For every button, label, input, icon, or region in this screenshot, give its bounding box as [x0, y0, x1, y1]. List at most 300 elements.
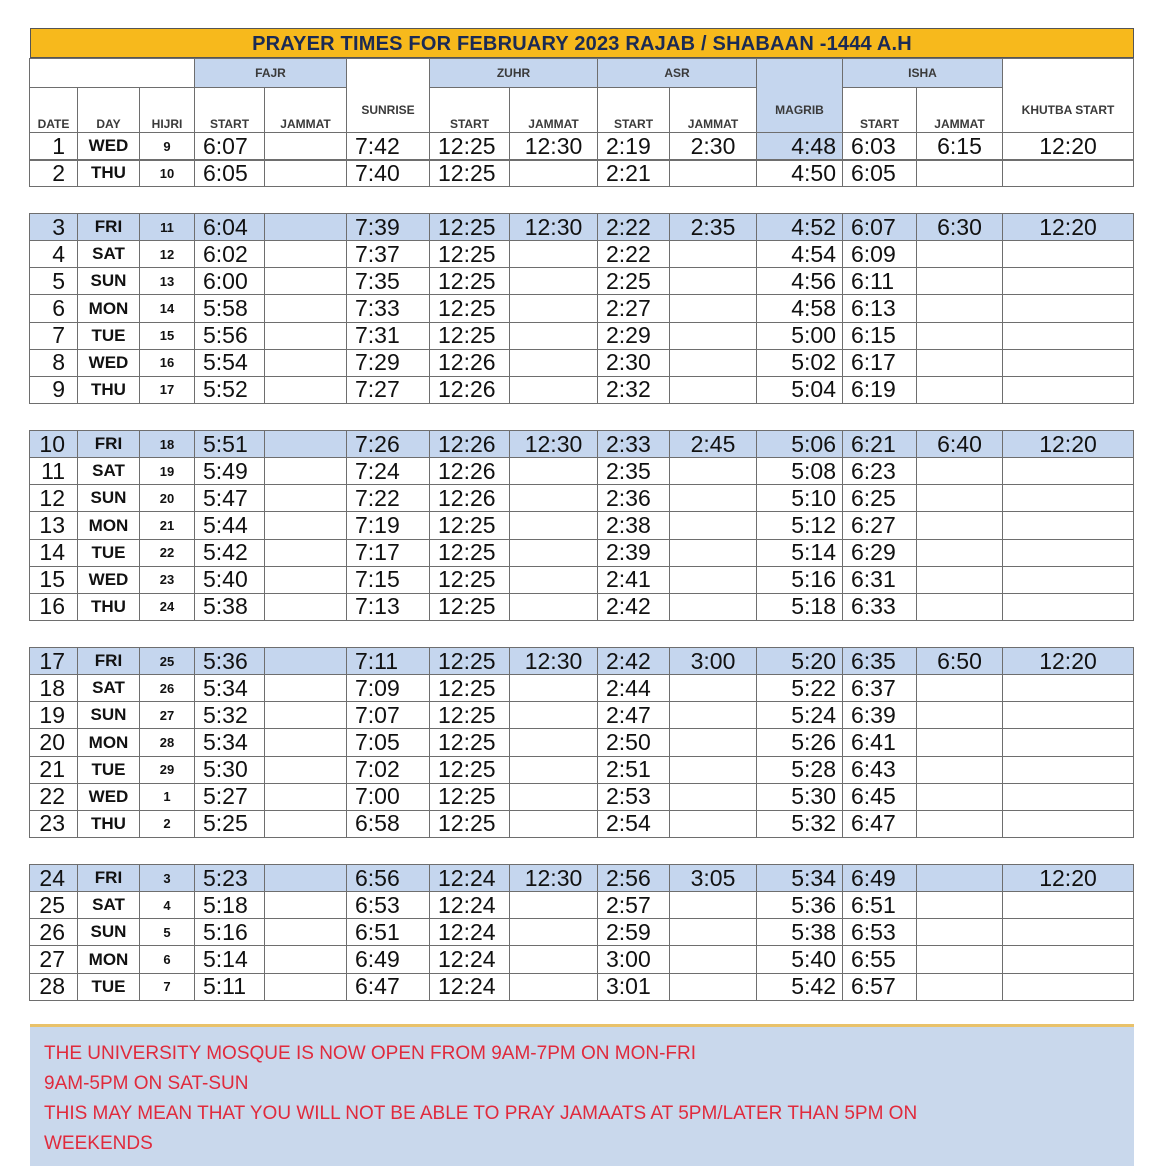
- cell-zuhr_jammat: [509, 457, 598, 485]
- cell-date: 27: [29, 945, 78, 973]
- cell-asr_jammat: 2:35: [669, 213, 757, 241]
- cell-khutba: [1002, 484, 1134, 512]
- cell-date: 17: [29, 647, 78, 675]
- cell-zuhr_start: 12:26: [429, 349, 510, 377]
- cell-isha_jammat: [916, 240, 1003, 268]
- cell-khutba: [1002, 674, 1134, 702]
- cell-zuhr_jammat: [509, 294, 598, 322]
- cell-date: 25: [29, 891, 78, 919]
- cell-isha_jammat: [916, 973, 1003, 1001]
- cell-day: THU: [77, 159, 140, 187]
- cell-fajr_start: 5:27: [194, 783, 265, 811]
- cell-isha_jammat: [916, 728, 1003, 756]
- cell-asr_start: 2:32: [597, 376, 670, 404]
- cell-asr_start: 3:00: [597, 945, 670, 973]
- cell-hijri: 13: [139, 267, 195, 295]
- cell-date: 20: [29, 728, 78, 756]
- asr-header: ASR: [597, 58, 757, 88]
- cell-day: SAT: [77, 240, 140, 268]
- cell-date: 7: [29, 322, 78, 350]
- cell-asr_jammat: [669, 349, 757, 377]
- cell-zuhr_jammat: [509, 945, 598, 973]
- cell-fajr_jammat: [264, 349, 347, 377]
- cell-zuhr_jammat: [509, 539, 598, 567]
- cell-zuhr_start: 12:24: [429, 918, 510, 946]
- cell-magrib: 5:02: [756, 349, 843, 377]
- cell-zuhr_start: 12:25: [429, 674, 510, 702]
- cell-khutba: [1002, 783, 1134, 811]
- cell-sunrise: 6:49: [346, 945, 430, 973]
- cell-magrib: 5:38: [756, 918, 843, 946]
- cell-hijri: 18: [139, 430, 195, 458]
- cell-fajr_start: 5:49: [194, 457, 265, 485]
- cell-fajr_jammat: [264, 756, 347, 784]
- cell-isha_start: 6:41: [842, 728, 917, 756]
- magrib-header: MAGRIB: [756, 58, 843, 161]
- cell-isha_start: 6:19: [842, 376, 917, 404]
- cell-isha_start: 6:53: [842, 918, 917, 946]
- cell-fajr_start: 5:47: [194, 484, 265, 512]
- cell-fajr_jammat: [264, 294, 347, 322]
- jammat-header: JAMMAT: [509, 87, 598, 161]
- cell-zuhr_jammat: [509, 267, 598, 295]
- cell-sunrise: 6:47: [346, 973, 430, 1001]
- cell-asr_start: 2:44: [597, 674, 670, 702]
- cell-fajr_jammat: [264, 511, 347, 539]
- cell-asr_start: 2:51: [597, 756, 670, 784]
- zuhr-header: ZUHR: [429, 58, 598, 88]
- cell-fajr_jammat: [264, 918, 347, 946]
- cell-khutba: [1002, 267, 1134, 295]
- cell-asr_jammat: [669, 322, 757, 350]
- cell-zuhr_start: 12:24: [429, 891, 510, 919]
- cell-asr_jammat: [669, 593, 757, 621]
- cell-magrib: 5:10: [756, 484, 843, 512]
- cell-day: WED: [77, 349, 140, 377]
- cell-zuhr_jammat: [509, 566, 598, 594]
- cell-sunrise: 7:27: [346, 376, 430, 404]
- cell-date: 8: [29, 349, 78, 377]
- cell-asr_start: 2:38: [597, 511, 670, 539]
- notice-line-1: THE UNIVERSITY MOSQUE IS NOW OPEN FROM 9AM-7PM ON MON-FRI: [44, 1043, 697, 1064]
- cell-isha_start: 6:55: [842, 945, 917, 973]
- cell-magrib: 5:26: [756, 728, 843, 756]
- cell-isha_jammat: 6:50: [916, 647, 1003, 675]
- cell-date: 6: [29, 294, 78, 322]
- cell-magrib: 5:14: [756, 539, 843, 567]
- cell-fajr_start: 5:38: [194, 593, 265, 621]
- cell-asr_jammat: [669, 756, 757, 784]
- start-header: START: [597, 87, 670, 161]
- cell-khutba: [1002, 810, 1134, 838]
- cell-sunrise: 7:33: [346, 294, 430, 322]
- cell-fajr_start: 5:32: [194, 701, 265, 729]
- cell-day: MON: [77, 294, 140, 322]
- cell-asr_start: 2:22: [597, 240, 670, 268]
- cell-zuhr_start: 12:25: [429, 267, 510, 295]
- cell-asr_start: 2:35: [597, 457, 670, 485]
- cell-zuhr_start: 12:25: [429, 810, 510, 838]
- cell-date: 9: [29, 376, 78, 404]
- cell-asr_jammat: [669, 484, 757, 512]
- cell-asr_start: 2:33: [597, 430, 670, 458]
- cell-day: SUN: [77, 484, 140, 512]
- cell-asr_start: 2:47: [597, 701, 670, 729]
- cell-magrib: 5:16: [756, 566, 843, 594]
- cell-zuhr_jammat: [509, 891, 598, 919]
- cell-khutba: [1002, 701, 1134, 729]
- cell-magrib: 4:54: [756, 240, 843, 268]
- cell-isha_start: 6:27: [842, 511, 917, 539]
- cell-fajr_jammat: [264, 213, 347, 241]
- hijri-header: HIJRI: [139, 87, 195, 161]
- cell-isha_jammat: [916, 674, 1003, 702]
- cell-asr_start: 2:56: [597, 864, 670, 892]
- cell-asr_jammat: [669, 783, 757, 811]
- cell-fajr_start: 5:18: [194, 891, 265, 919]
- cell-fajr_jammat: [264, 132, 347, 160]
- cell-zuhr_jammat: [509, 728, 598, 756]
- cell-isha_start: 6:03: [842, 132, 917, 160]
- cell-isha_start: 6:51: [842, 891, 917, 919]
- mosque-notice: [30, 1024, 1134, 1166]
- cell-hijri: 22: [139, 539, 195, 567]
- cell-asr_start: 2:19: [597, 132, 670, 160]
- cell-date: 15: [29, 566, 78, 594]
- cell-hijri: 25: [139, 647, 195, 675]
- cell-hijri: 6: [139, 945, 195, 973]
- cell-sunrise: 7:00: [346, 783, 430, 811]
- cell-hijri: 7: [139, 973, 195, 1001]
- cell-khutba: [1002, 457, 1134, 485]
- cell-fajr_jammat: [264, 973, 347, 1001]
- cell-date: 11: [29, 457, 78, 485]
- cell-day: SUN: [77, 701, 140, 729]
- cell-fajr_jammat: [264, 945, 347, 973]
- cell-sunrise: 7:24: [346, 457, 430, 485]
- cell-zuhr_jammat: 12:30: [509, 647, 598, 675]
- cell-hijri: 11: [139, 213, 195, 241]
- cell-zuhr_start: 12:26: [429, 457, 510, 485]
- cell-zuhr_jammat: [509, 159, 598, 187]
- cell-isha_jammat: [916, 511, 1003, 539]
- cell-fajr_start: 5:34: [194, 728, 265, 756]
- cell-zuhr_jammat: 12:30: [509, 213, 598, 241]
- cell-isha_start: 6:47: [842, 810, 917, 838]
- cell-zuhr_start: 12:25: [429, 132, 510, 160]
- jammat-header: JAMMAT: [669, 87, 757, 161]
- cell-day: TUE: [77, 539, 140, 567]
- cell-fajr_jammat: [264, 457, 347, 485]
- cell-fajr_jammat: [264, 240, 347, 268]
- cell-khutba: [1002, 349, 1134, 377]
- cell-isha_jammat: [916, 159, 1003, 187]
- cell-isha_start: 6:31: [842, 566, 917, 594]
- cell-sunrise: 6:53: [346, 891, 430, 919]
- cell-zuhr_jammat: [509, 349, 598, 377]
- cell-fajr_start: 6:00: [194, 267, 265, 295]
- cell-date: 21: [29, 756, 78, 784]
- cell-magrib: 5:24: [756, 701, 843, 729]
- cell-magrib: 5:36: [756, 891, 843, 919]
- cell-asr_jammat: [669, 810, 757, 838]
- cell-khutba: 12:20: [1002, 430, 1134, 458]
- cell-fajr_start: 5:11: [194, 973, 265, 1001]
- cell-day: THU: [77, 593, 140, 621]
- cell-fajr_jammat: [264, 484, 347, 512]
- cell-zuhr_start: 12:25: [429, 539, 510, 567]
- cell-date: 24: [29, 864, 78, 892]
- cell-isha_start: 6:17: [842, 349, 917, 377]
- cell-zuhr_jammat: [509, 240, 598, 268]
- start-header: START: [842, 87, 917, 161]
- cell-sunrise: 7:22: [346, 484, 430, 512]
- cell-fajr_jammat: [264, 593, 347, 621]
- cell-khutba: [1002, 756, 1134, 784]
- cell-khutba: 12:20: [1002, 132, 1134, 160]
- cell-fajr_jammat: [264, 810, 347, 838]
- cell-fajr_jammat: [264, 267, 347, 295]
- cell-isha_jammat: [916, 322, 1003, 350]
- cell-zuhr_jammat: [509, 783, 598, 811]
- cell-asr_start: 2:57: [597, 891, 670, 919]
- cell-fajr_start: 5:16: [194, 918, 265, 946]
- cell-fajr_jammat: [264, 891, 347, 919]
- cell-khutba: [1002, 593, 1134, 621]
- cell-magrib: 4:56: [756, 267, 843, 295]
- cell-asr_start: 2:54: [597, 810, 670, 838]
- cell-khutba: [1002, 294, 1134, 322]
- cell-date: 19: [29, 701, 78, 729]
- cell-fajr_start: 5:36: [194, 647, 265, 675]
- cell-date: 4: [29, 240, 78, 268]
- cell-zuhr_start: 12:25: [429, 240, 510, 268]
- cell-isha_jammat: [916, 945, 1003, 973]
- cell-fajr_start: 6:07: [194, 132, 265, 160]
- cell-isha_start: 6:49: [842, 864, 917, 892]
- cell-isha_start: 6:57: [842, 973, 917, 1001]
- cell-day: TUE: [77, 756, 140, 784]
- cell-date: 22: [29, 783, 78, 811]
- cell-isha_start: 6:09: [842, 240, 917, 268]
- cell-zuhr_jammat: [509, 484, 598, 512]
- cell-isha_start: 6:21: [842, 430, 917, 458]
- cell-sunrise: 7:11: [346, 647, 430, 675]
- cell-khutba: [1002, 891, 1134, 919]
- cell-asr_start: 2:59: [597, 918, 670, 946]
- cell-date: 3: [29, 213, 78, 241]
- cell-asr_jammat: [669, 457, 757, 485]
- cell-magrib: 4:48: [756, 132, 843, 160]
- cell-isha_start: 6:15: [842, 322, 917, 350]
- cell-hijri: 10: [139, 159, 195, 187]
- cell-zuhr_start: 12:25: [429, 213, 510, 241]
- cell-sunrise: 7:09: [346, 674, 430, 702]
- cell-date: 13: [29, 511, 78, 539]
- cell-date: 28: [29, 973, 78, 1001]
- cell-sunrise: 7:40: [346, 159, 430, 187]
- cell-zuhr_start: 12:25: [429, 566, 510, 594]
- cell-day: THU: [77, 810, 140, 838]
- cell-magrib: 4:52: [756, 213, 843, 241]
- khutba-header: KHUTBA START: [1002, 58, 1134, 161]
- cell-magrib: 5:00: [756, 322, 843, 350]
- cell-asr_jammat: [669, 918, 757, 946]
- cell-date: 23: [29, 810, 78, 838]
- cell-day: SAT: [77, 891, 140, 919]
- cell-zuhr_start: 12:24: [429, 864, 510, 892]
- cell-zuhr_jammat: 12:30: [509, 430, 598, 458]
- cell-magrib: 5:40: [756, 945, 843, 973]
- cell-hijri: 4: [139, 891, 195, 919]
- fajr-header: FAJR: [194, 58, 347, 88]
- cell-hijri: 23: [139, 566, 195, 594]
- cell-asr_jammat: [669, 267, 757, 295]
- cell-sunrise: 7:37: [346, 240, 430, 268]
- start-header: START: [194, 87, 265, 161]
- cell-fajr_jammat: [264, 647, 347, 675]
- cell-khutba: [1002, 728, 1134, 756]
- sunrise-header: SUNRISE: [346, 58, 430, 161]
- cell-isha_start: 6:45: [842, 783, 917, 811]
- cell-asr_start: 2:53: [597, 783, 670, 811]
- cell-isha_start: 6:43: [842, 756, 917, 784]
- cell-date: 5: [29, 267, 78, 295]
- cell-magrib: 5:04: [756, 376, 843, 404]
- cell-hijri: 17: [139, 376, 195, 404]
- cell-magrib: 5:08: [756, 457, 843, 485]
- cell-isha_jammat: [916, 484, 1003, 512]
- cell-zuhr_jammat: [509, 376, 598, 404]
- cell-day: SUN: [77, 918, 140, 946]
- cell-hijri: 12: [139, 240, 195, 268]
- cell-asr_jammat: [669, 945, 757, 973]
- cell-asr_jammat: 2:30: [669, 132, 757, 160]
- header-blank: [29, 58, 195, 88]
- cell-magrib: 5:32: [756, 810, 843, 838]
- cell-zuhr_jammat: [509, 674, 598, 702]
- cell-khutba: [1002, 376, 1134, 404]
- day-header: DAY: [77, 87, 140, 161]
- cell-fajr_jammat: [264, 701, 347, 729]
- cell-hijri: 16: [139, 349, 195, 377]
- cell-day: WED: [77, 566, 140, 594]
- cell-asr_start: 2:41: [597, 566, 670, 594]
- cell-fajr_start: 5:14: [194, 945, 265, 973]
- cell-fajr_start: 5:30: [194, 756, 265, 784]
- cell-asr_jammat: [669, 376, 757, 404]
- cell-isha_start: 6:23: [842, 457, 917, 485]
- cell-zuhr_start: 12:25: [429, 294, 510, 322]
- cell-zuhr_start: 12:24: [429, 945, 510, 973]
- cell-zuhr_start: 12:26: [429, 376, 510, 404]
- cell-fajr_jammat: [264, 376, 347, 404]
- cell-asr_start: 2:29: [597, 322, 670, 350]
- cell-hijri: 5: [139, 918, 195, 946]
- cell-fajr_jammat: [264, 430, 347, 458]
- cell-fajr_start: 5:23: [194, 864, 265, 892]
- cell-fajr_start: 5:56: [194, 322, 265, 350]
- cell-magrib: 5:42: [756, 973, 843, 1001]
- cell-fajr_start: 6:04: [194, 213, 265, 241]
- cell-asr_jammat: [669, 539, 757, 567]
- cell-fajr_start: 5:54: [194, 349, 265, 377]
- cell-asr_jammat: [669, 701, 757, 729]
- cell-khutba: 12:20: [1002, 864, 1134, 892]
- cell-date: 16: [29, 593, 78, 621]
- cell-zuhr_jammat: [509, 511, 598, 539]
- cell-hijri: 9: [139, 132, 195, 160]
- cell-zuhr_jammat: [509, 593, 598, 621]
- cell-date: 14: [29, 539, 78, 567]
- cell-date: 18: [29, 674, 78, 702]
- cell-isha_start: 6:05: [842, 159, 917, 187]
- cell-date: 1: [29, 132, 78, 160]
- notice-line-2: 9AM-5PM ON SAT-SUN: [44, 1073, 249, 1094]
- cell-day: FRI: [77, 647, 140, 675]
- cell-khutba: [1002, 159, 1134, 187]
- cell-isha_start: 6:39: [842, 701, 917, 729]
- cell-asr_start: 2:22: [597, 213, 670, 241]
- cell-sunrise: 7:26: [346, 430, 430, 458]
- cell-sunrise: 7:35: [346, 267, 430, 295]
- cell-asr_start: 2:39: [597, 539, 670, 567]
- cell-zuhr_jammat: [509, 322, 598, 350]
- cell-asr_jammat: 3:00: [669, 647, 757, 675]
- cell-isha_start: 6:25: [842, 484, 917, 512]
- cell-isha_jammat: [916, 891, 1003, 919]
- cell-isha_jammat: [916, 267, 1003, 295]
- cell-sunrise: 6:56: [346, 864, 430, 892]
- cell-zuhr_jammat: [509, 701, 598, 729]
- cell-date: 12: [29, 484, 78, 512]
- cell-fajr_start: 5:34: [194, 674, 265, 702]
- cell-zuhr_start: 12:25: [429, 756, 510, 784]
- cell-hijri: 15: [139, 322, 195, 350]
- cell-asr_jammat: [669, 891, 757, 919]
- cell-sunrise: 7:29: [346, 349, 430, 377]
- cell-fajr_jammat: [264, 159, 347, 187]
- cell-sunrise: 7:05: [346, 728, 430, 756]
- cell-asr_jammat: 3:05: [669, 864, 757, 892]
- cell-khutba: [1002, 322, 1134, 350]
- cell-sunrise: 7:02: [346, 756, 430, 784]
- cell-fajr_start: 5:44: [194, 511, 265, 539]
- cell-magrib: 5:20: [756, 647, 843, 675]
- cell-day: SAT: [77, 457, 140, 485]
- cell-fajr_start: 6:05: [194, 159, 265, 187]
- cell-asr_start: 2:36: [597, 484, 670, 512]
- cell-sunrise: 7:17: [346, 539, 430, 567]
- cell-zuhr_start: 12:26: [429, 430, 510, 458]
- cell-fajr_start: 5:25: [194, 810, 265, 838]
- cell-isha_start: 6:29: [842, 539, 917, 567]
- cell-isha_jammat: [916, 756, 1003, 784]
- cell-isha_jammat: [916, 918, 1003, 946]
- cell-zuhr_jammat: 12:30: [509, 132, 598, 160]
- cell-isha_jammat: [916, 810, 1003, 838]
- cell-zuhr_jammat: [509, 973, 598, 1001]
- cell-magrib: 5:12: [756, 511, 843, 539]
- jammat-header: JAMMAT: [916, 87, 1003, 161]
- cell-sunrise: 7:31: [346, 322, 430, 350]
- cell-magrib: 5:06: [756, 430, 843, 458]
- cell-asr_start: 2:21: [597, 159, 670, 187]
- cell-zuhr_start: 12:25: [429, 511, 510, 539]
- cell-hijri: 26: [139, 674, 195, 702]
- cell-asr_jammat: [669, 159, 757, 187]
- cell-fajr_start: 5:51: [194, 430, 265, 458]
